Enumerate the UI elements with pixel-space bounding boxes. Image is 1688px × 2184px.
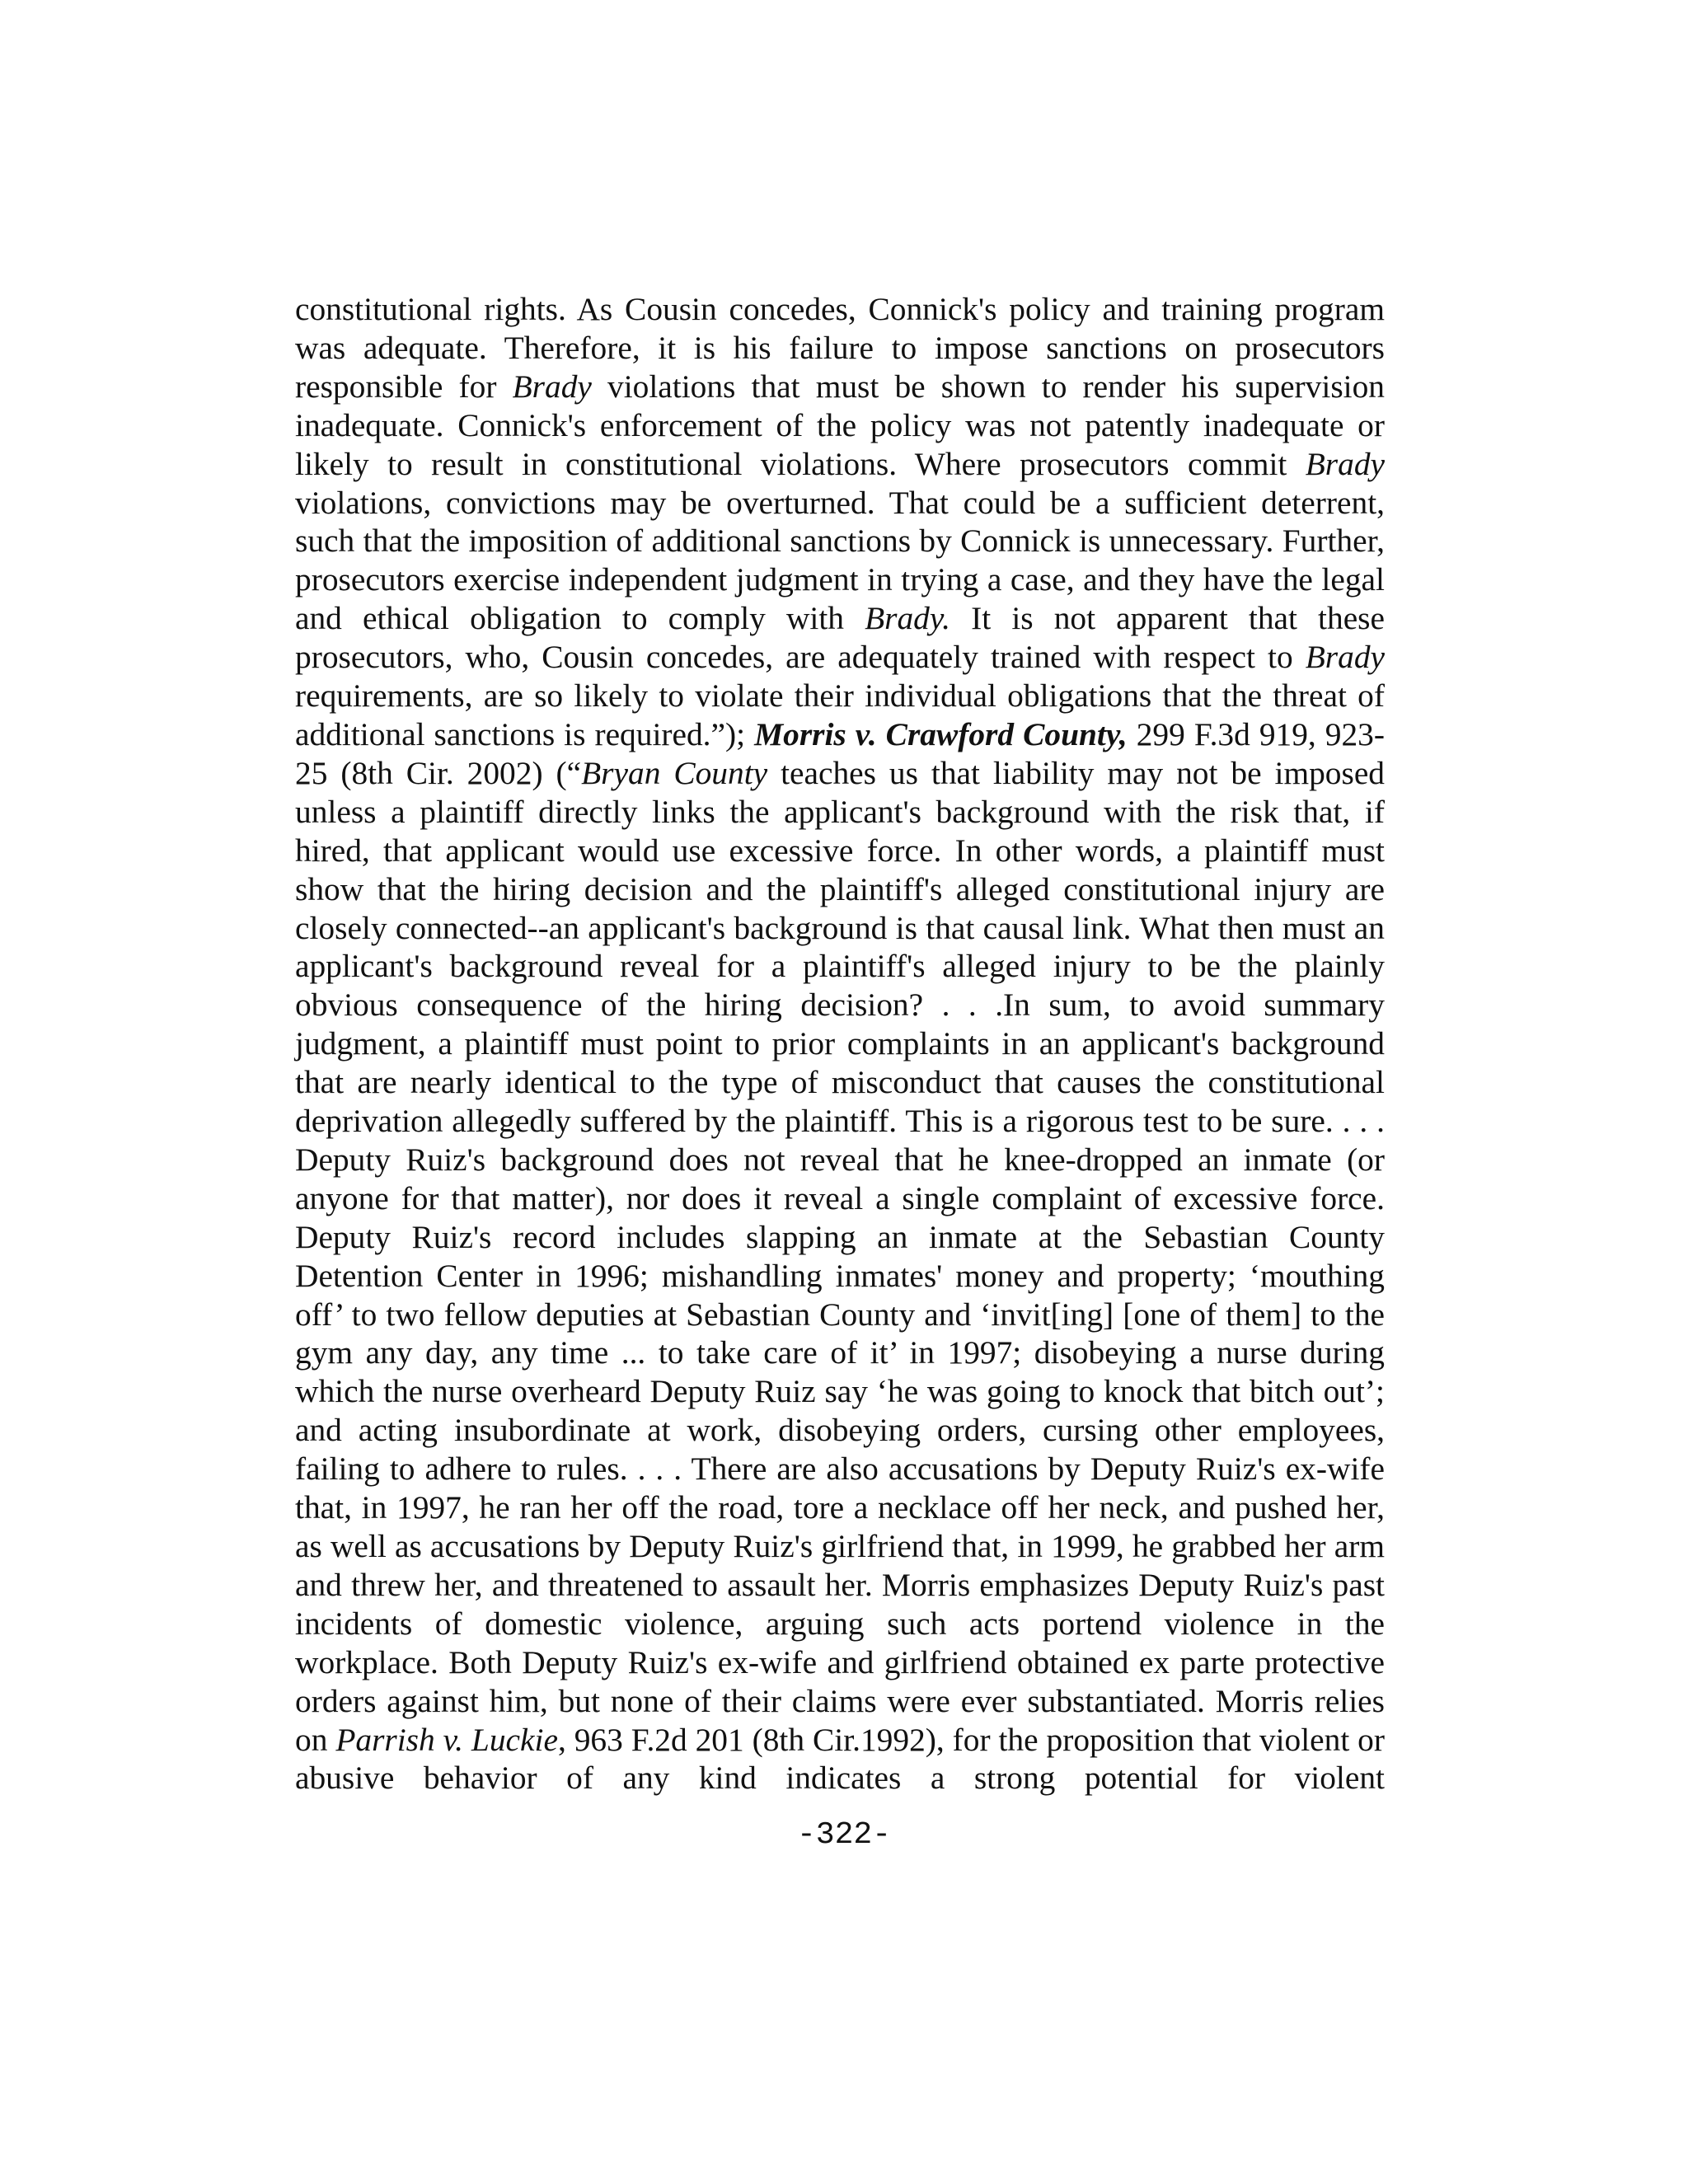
page-number: -322- — [796, 1817, 892, 1853]
body-text-segment: requirements, are so likely to violate their individual obligations that the threat of additional sanctions is required.”); — [295, 677, 1385, 752]
case-citation-italic: Brady — [512, 368, 592, 405]
body-text-segment: constitutional rights. As Cousin concedes, Connick's policy and training program was adequate. Therefore, it is his failure to impose sanctions on prosecutors responsible for — [295, 291, 1385, 405]
body-text-segment: teaches us that liability may not be imposed unless a plaintiff directly links the applicant's background with the risk that, if hired, that applicant would use excessive force. In other words, a plaintiff must show that the hiring decision and the plaintiff's alleged constitutional injury are closely connected--an applicant's background is that causal link. What then must an applicant's background reveal for a plaintiff's alleged injury to be the plainly obvious consequence of the hiring decision? . . .In sum, to avoid summary judgment, a plaintiff must point to prior complaints in an applicant's background that are nearly identical to the type of misconduct that causes the constitutional deprivation allegedly suffered by the plaintiff. This is a rigorous test to be sure. . . . Deputy Ruiz's background does not reveal that he knee-dropped an inmate (or anyone for that matter), nor does it reveal a single complaint of excessive force. Deputy Ruiz's record includes slapping an inmate at the Sebastian County Detention Center in 1996; mishandling inmates' money and property; ‘mouthing off’ to two fellow deputies at Sebastian County and ‘invit[ing] [one of them] to the gym any day, any time ... to take care of it’ in 1997; disobeying a nurse during which the nurse overheard Deputy Ruiz say ‘he was going to knock that bitch out’; and acting insubordinate at work, disobeying orders, cursing other employees, failing to adhere to rules. . . . There are also accusations by Deputy Ruiz's ex-wife that, in 1997, he ran her off the road, tore a necklace off her neck, and pushed her, as well as accusations by Deputy Ruiz's girlfriend that, in 1999, he grabbed her arm and threw her, and threatened to assault her. Morris emphasizes Deputy Ruiz's past incidents of domestic violence, arguing such acts portend violence in the workplace. Both Deputy Ruiz's ex-wife and girlfriend obtained ex parte protective orders against him, but none of their claims were ever substantiated. Morris relies on — [295, 754, 1385, 1758]
case-name-bold-italic: Morris v. Crawford County, — [754, 715, 1128, 752]
body-text — [295, 290, 1385, 1797]
body-text-segment: violations, convictions may be overturned. That could be a sufficient deterrent, such that the imposition of additional sanctions by Connick is unnecessary. Further, prosecutors exercise independent judgment in trying a case, and they have the legal and ethical obligation to comply with — [295, 484, 1385, 637]
case-citation-italic: Bryan County — [581, 754, 768, 791]
body-text-segment: violations that must be shown to render his supervision inadequate. Connick's enforcement of the policy was not patently inadequate or likely to result in constitutional violations. Where prosecutors commit — [295, 368, 1385, 482]
body-text-segment: , 963 F.2d 201 (8th Cir.1992), for the proposition that violent or abusive behavior of any kind indicates a strong potential for violent — [295, 1721, 1385, 1797]
case-citation-italic: Brady — [1305, 639, 1385, 676]
body-text-segment: It is not apparent that these prosecutors, who, Cousin concedes, are adequately trained with respect to — [295, 600, 1385, 676]
case-citation-italic: Parrish v. Luckie — [335, 1721, 558, 1758]
body-paragraph — [295, 290, 1385, 1797]
case-citation-italic: Brady — [1305, 445, 1385, 482]
body-text-segment: 299 F.3d 919, 923-25 (8th Cir. 2002) (“ — [295, 715, 1385, 791]
case-citation-italic: Brady. — [865, 600, 951, 637]
